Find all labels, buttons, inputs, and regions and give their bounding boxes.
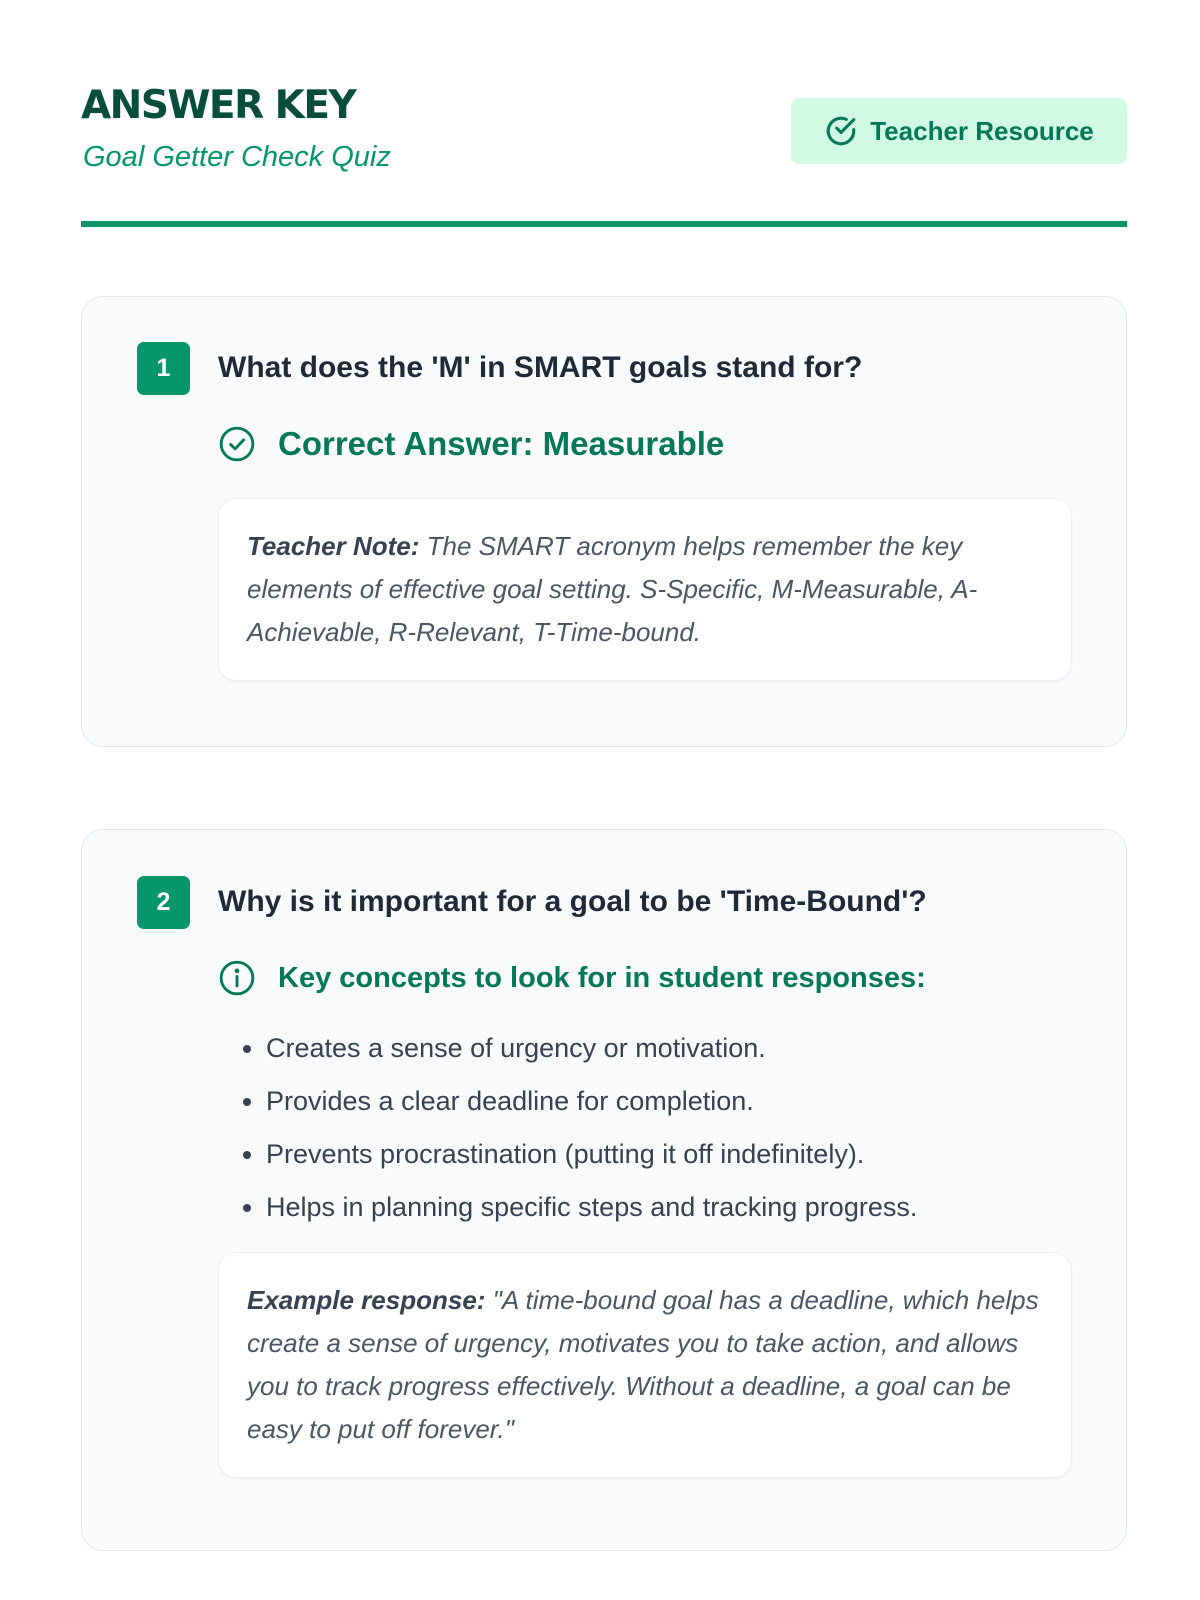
page-title: ANSWER KEY [81, 83, 356, 128]
key-concepts-label: Key concepts to look for in student responses: [278, 961, 926, 994]
check-circle-icon [824, 114, 858, 148]
answer-key-page [81, 0, 1127, 1444]
teacher-note [218, 498, 1072, 681]
list-item: • Provides a clear deadline for completion. [266, 1083, 917, 1119]
example-response [218, 1252, 1072, 1478]
question-text: What does the 'M' in SMART goals stand for? [218, 351, 863, 384]
list-item: • Helps in planning specific steps and tracking progress. [266, 1189, 917, 1225]
list-item: • Prevents procrastination (putting it off indefinitely). [266, 1136, 917, 1172]
badge-label: Teacher Resource [870, 115, 1094, 146]
example-response-label: Example response: [247, 1285, 486, 1315]
info-circle-icon [218, 959, 256, 997]
page-subtitle: Goal Getter Check Quiz [83, 141, 391, 173]
question-text: Why is it important for a goal to be 'Time-Bound'? [218, 885, 927, 918]
check-circle-icon [218, 425, 256, 463]
question-number-badge: 1 [137, 342, 190, 395]
example-response-text: "A time-bound goal has a deadline, which helps create a sense of urgency, motivates you to take action, and allows you to track progress effectively. Without a deadline, a goal can be easy to put off forever." [247, 1285, 1039, 1444]
teacher-note-text: The SMART acronym helps remember the key elements of effective goal setting. S-Specific, M-Measurable, A-Achievable, R-Relevant, T-Time-bound. [247, 531, 978, 647]
header-divider [81, 221, 1127, 227]
key-concepts-heading [218, 959, 926, 997]
question-card-1 [81, 296, 1127, 747]
key-concepts-list [236, 1030, 917, 1242]
teacher-resource-badge [791, 98, 1127, 164]
correct-answer-row [218, 425, 724, 463]
question-card-2 [81, 829, 1127, 1551]
question-number-badge: 2 [137, 876, 190, 929]
list-item: • Creates a sense of urgency or motivation. [266, 1030, 917, 1066]
teacher-note-label: Teacher Note: [247, 531, 420, 561]
page-header [81, 0, 1127, 228]
correct-answer: Correct Answer: Measurable [278, 425, 725, 462]
